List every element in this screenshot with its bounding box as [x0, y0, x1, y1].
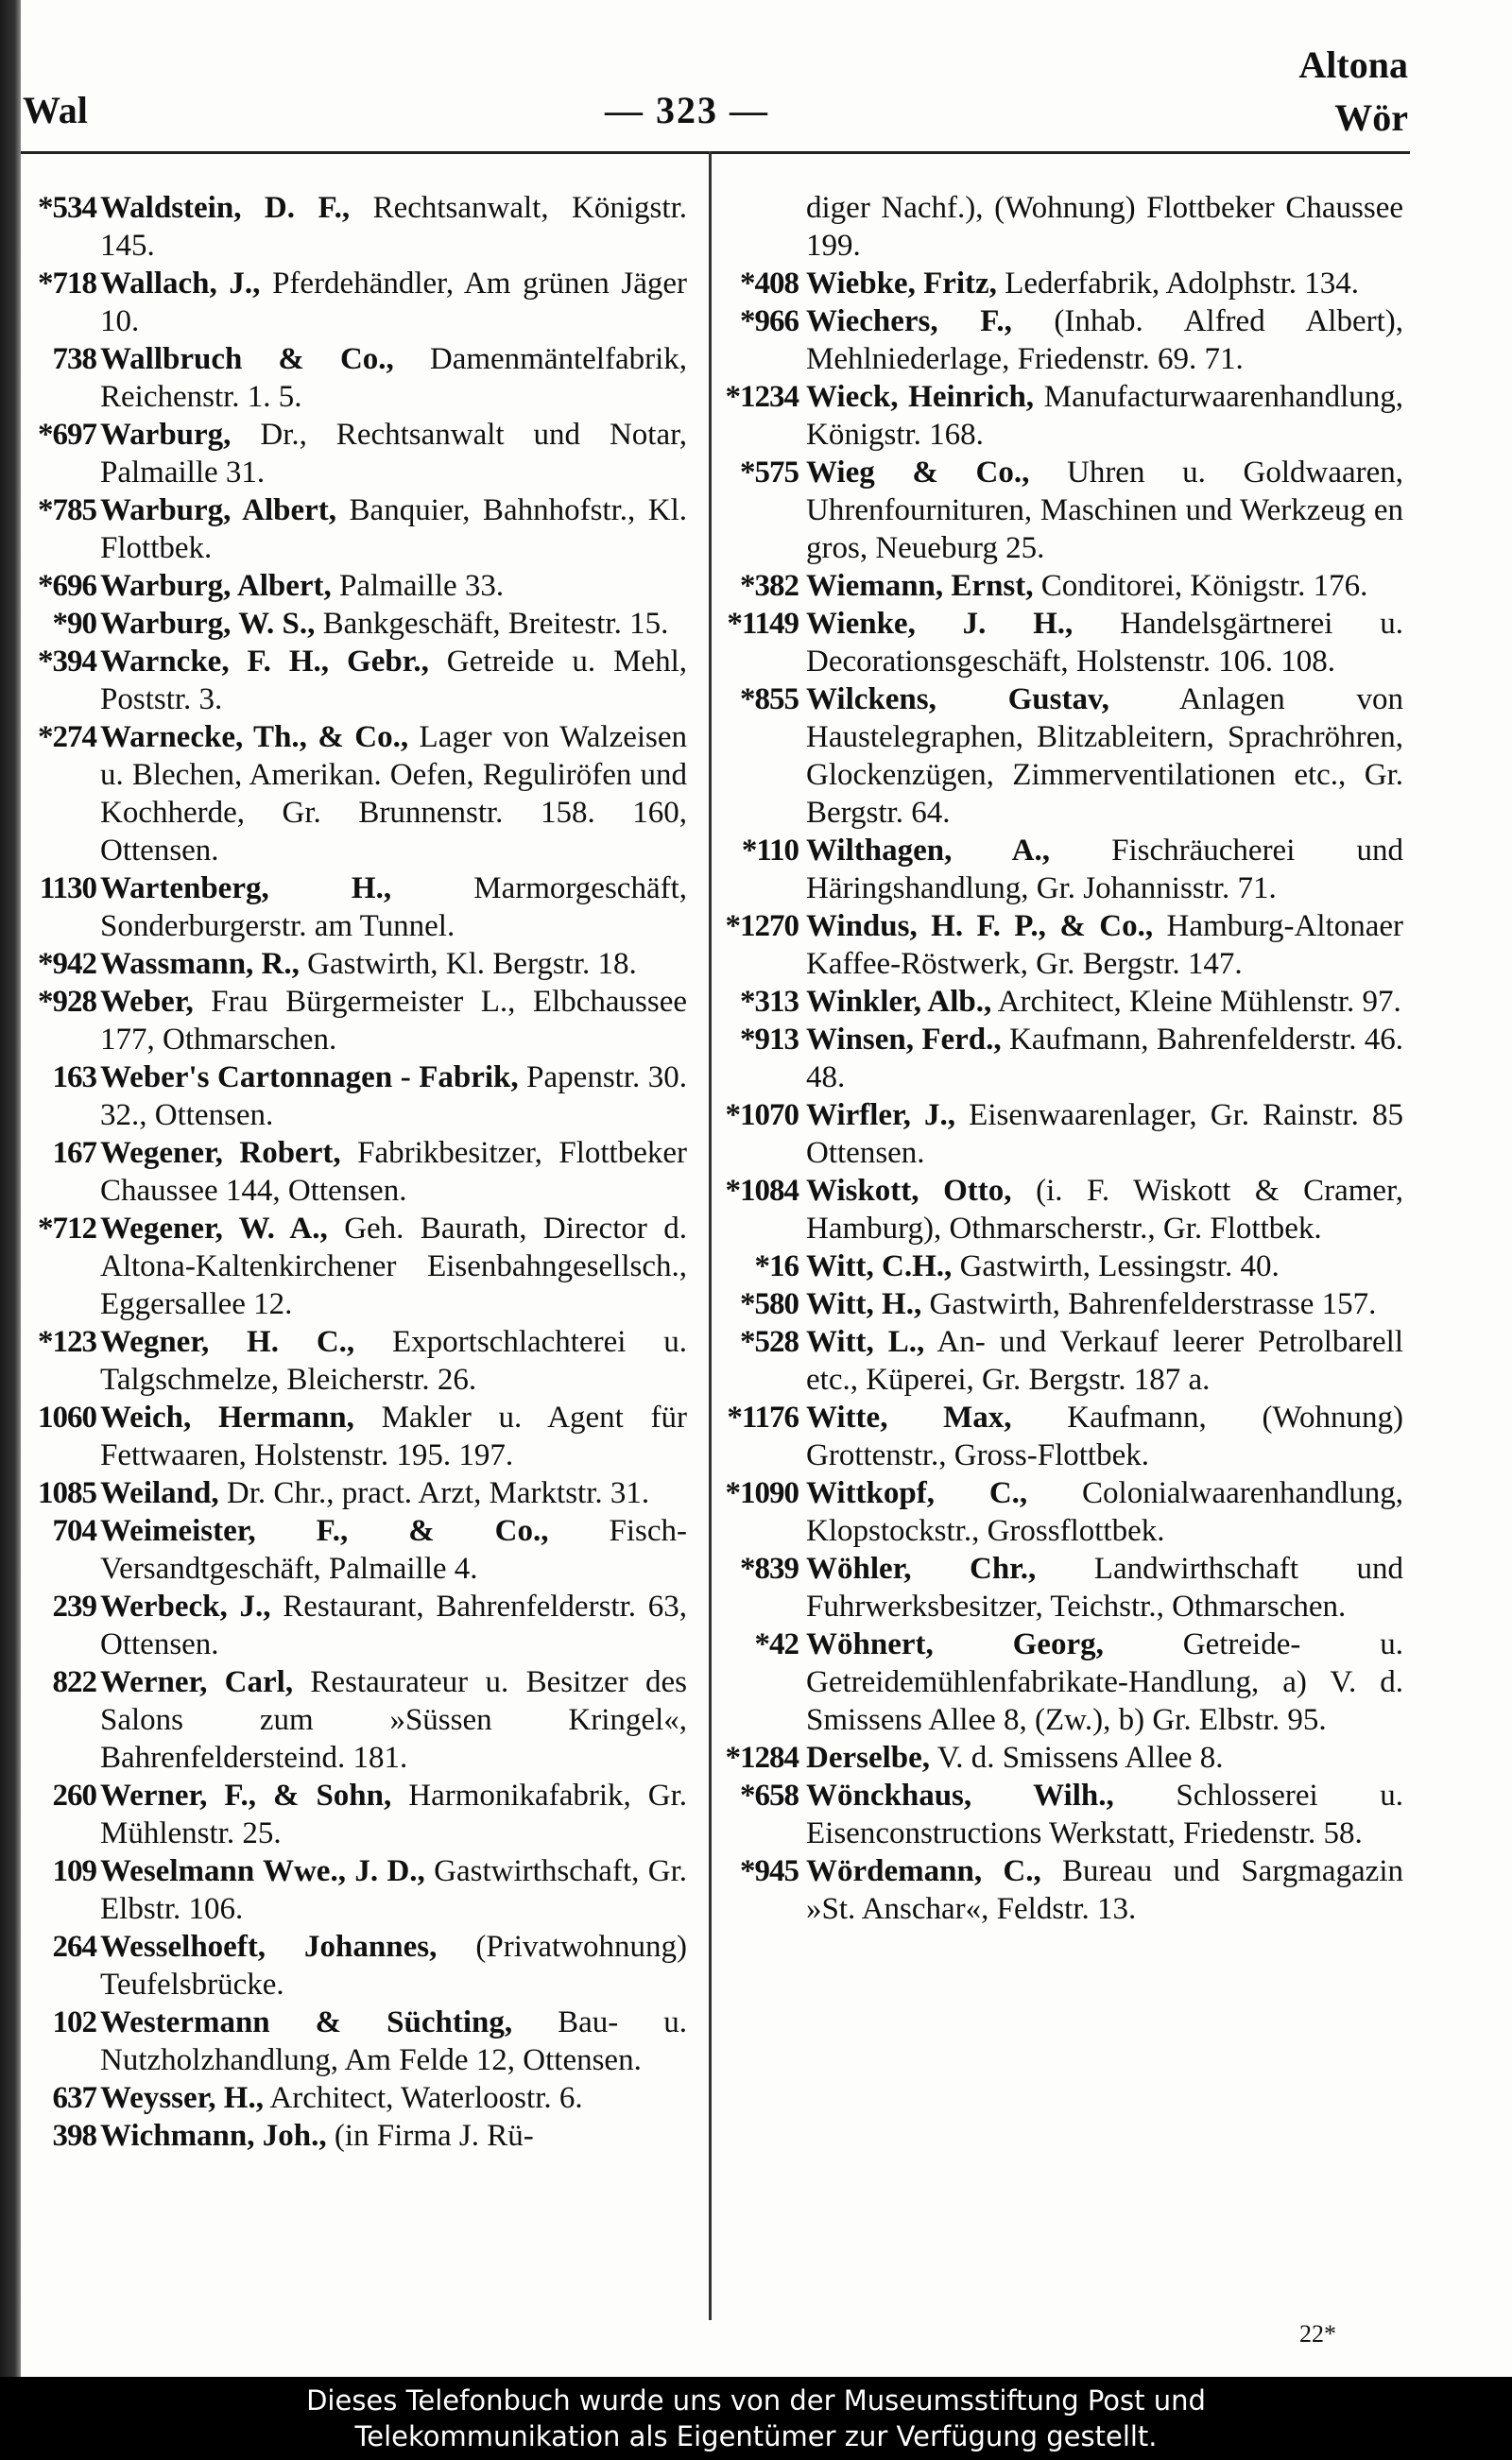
subscriber-name: Weimeister, F., & Co.,	[100, 1514, 549, 1548]
directory-entry	[713, 1626, 1403, 1739]
phone-number: *718	[38, 267, 96, 301]
subscriber-name: Weiland,	[100, 1476, 219, 1510]
entry-details: Dr. Chr., pract. Arzt, Marktstr. 31.	[226, 1476, 650, 1510]
entry-body	[100, 2117, 687, 2155]
entry-details: Lager von Walzeisen u. Blechen, Amerikan. Oefen, Reguliröfen und Kochherde, Gr. Brunnenstr. 158. 160, Ottensen.	[100, 720, 688, 868]
subscriber-name: Weich, Hermann,	[100, 1401, 354, 1435]
entry-body	[100, 718, 687, 869]
directory-entry	[713, 1852, 1403, 1928]
subscriber-name: Wesselhoeft, Johannes,	[100, 1930, 438, 1964]
directory-entry	[713, 1777, 1403, 1852]
entry-body	[100, 1474, 687, 1512]
entry-body	[806, 1739, 1403, 1777]
phone-number: *1084	[725, 1174, 799, 1208]
entry-details: Marmorgeschäft, Sonderburgerstr. am Tunnel.	[100, 871, 687, 943]
phone-number: *575	[740, 456, 799, 490]
entry-details: Architect, Waterloostr. 6.	[269, 2081, 583, 2115]
sheet-signature: 22*	[1299, 2320, 1336, 2348]
entry-details: Gastwirth, Kl. Bergstr. 18.	[307, 947, 637, 981]
entry-details: Dr., Rechtsanwalt und Notar, Palmaille 31.	[100, 418, 688, 490]
entry-details: (Inhab. Alfred Albert), Mehlniederlage, Friedenstr. 69. 71.	[806, 304, 1404, 376]
subscriber-name: Winkler, Alb.,	[806, 985, 992, 1019]
directory-entry	[713, 1399, 1403, 1474]
phone-number: 738	[52, 342, 96, 376]
entry-body	[100, 340, 687, 416]
phone-number: *580	[740, 1287, 799, 1321]
phone-number: *42	[754, 1627, 799, 1661]
directory-entry	[21, 1134, 687, 1210]
phone-number: 260	[52, 1779, 96, 1813]
phone-number: 264	[52, 1930, 96, 1964]
phone-number: 704	[52, 1514, 96, 1548]
entry-details: Conditorei, Königstr. 176.	[1040, 569, 1368, 603]
subscriber-name: Wassmann, R.,	[100, 947, 300, 981]
entry-details: Restaurant, Bahrenfelderstr. 63, Ottensen.	[100, 1590, 687, 1661]
book-binding-edge	[0, 0, 21, 2382]
subscriber-name: Wiechers, F.,	[806, 304, 1012, 338]
phone-number: *382	[740, 569, 799, 603]
entry-body	[806, 1247, 1403, 1285]
directory-entry	[713, 454, 1403, 567]
subscriber-name: Westermann & Süchting,	[100, 2005, 513, 2039]
entry-body	[806, 1096, 1403, 1172]
entry-body	[100, 2004, 687, 2079]
entry-details: diger Nachf.), (Wohnung) Flottbeker Chaussee 199.	[806, 191, 1403, 263]
page-number: — 323 —	[605, 89, 769, 131]
subscriber-name: Wittkopf, C.,	[806, 1476, 1028, 1510]
entry-body	[806, 1399, 1403, 1474]
phone-number: 822	[52, 1665, 96, 1699]
entry-details: (i. F. Wiskott & Cramer, Hamburg), Othmarscherstr., Gr. Flottbek.	[806, 1174, 1403, 1246]
entry-details: Papenstr. 30. 32., Ottensen.	[100, 1060, 688, 1132]
phone-number: *942	[38, 947, 96, 981]
directory-entry	[713, 605, 1403, 680]
phone-number: *913	[740, 1023, 799, 1057]
entry-details: Rechtsanwalt, Königstr. 145.	[100, 191, 687, 263]
entry-body	[806, 1550, 1403, 1626]
entry-details: (Privatwohnung) Teufelsbrücke.	[100, 1930, 687, 2002]
subscriber-name: Winsen, Ferd.,	[806, 1023, 1002, 1057]
entry-body	[100, 983, 687, 1058]
directory-entry	[21, 1399, 687, 1474]
entry-body	[806, 1852, 1403, 1928]
entry-details: Pferdehändler, Am grünen Jäger 10.	[100, 267, 687, 338]
header-city: Altona	[1298, 43, 1408, 86]
entry-details: (in Firma J. Rü-	[334, 2119, 534, 2153]
directory-entry	[713, 832, 1403, 907]
directory-entry	[713, 680, 1403, 832]
entry-body	[806, 454, 1403, 567]
entry-details: Anlagen von Haustelegraphen, Blitzableitern, Sprachröhren, Glockenzügen, Zimmerventilationen etc., Gr. Bergstr. 64.	[806, 682, 1403, 830]
subscriber-name: Weber's Cartonnagen - Fabrik,	[100, 1060, 519, 1094]
entry-body	[100, 1928, 687, 2004]
directory-entry	[713, 907, 1403, 983]
entry-body	[806, 832, 1403, 907]
entry-details: V. d. Smissens Allee 8.	[936, 1741, 1224, 1775]
directory-entry	[713, 1285, 1403, 1323]
entry-details: Frau Bürgermeister L., Elbchaussee 177, Othmarschen.	[100, 985, 687, 1057]
directory-entry	[21, 1588, 687, 1663]
directory-entry	[21, 2004, 687, 2079]
directory-entry	[21, 983, 687, 1058]
entry-details: Palmaille 33.	[339, 569, 505, 603]
phone-number: *1176	[727, 1401, 799, 1435]
column-divider	[709, 151, 712, 2320]
subscriber-name: Wartenberg, H.,	[100, 871, 392, 905]
subscriber-name: Witt, H.,	[806, 1287, 922, 1321]
subscriber-name: Werner, F., & Sohn,	[100, 1779, 392, 1813]
phone-number: *1270	[725, 909, 799, 943]
entry-details: Colonialwaarenhandlung, Klopstockstr., Grossflottbek.	[806, 1476, 1404, 1548]
subscriber-name: Witt, L.,	[806, 1325, 925, 1359]
entry-details: Geh. Baurath, Director d. Altona-Kaltenkirchener Eisenbahngesellsch., Eggersallee 12.	[100, 1212, 688, 1321]
page-header	[9, 43, 1408, 146]
directory-entry	[713, 265, 1403, 302]
entry-body	[100, 869, 687, 945]
entry-body	[100, 2079, 687, 2117]
entry-body	[806, 302, 1403, 378]
entry-body	[100, 1512, 687, 1588]
phone-number: *123	[38, 1325, 96, 1359]
phone-number: 167	[52, 1136, 96, 1170]
entry-details: Fischräucherei und Häringshandlung, Gr. Johannisstr. 71.	[806, 834, 1404, 905]
phone-number: 109	[52, 1854, 96, 1888]
left-column	[21, 189, 687, 2155]
entry-details: An- und Verkauf leerer Petrolbarell etc., Küperei, Gr. Bergstr. 187 a.	[806, 1325, 1403, 1397]
subscriber-name: Wichmann, Joh.,	[100, 2119, 327, 2153]
phone-number: *1070	[725, 1098, 799, 1132]
entry-body	[100, 491, 687, 567]
directory-entry	[713, 189, 1403, 265]
directory-entry	[21, 605, 687, 643]
directory-entry	[713, 1474, 1403, 1550]
entry-details: Gastwirth, Lessingstr. 40.	[959, 1249, 1280, 1283]
phone-number: *855	[740, 682, 799, 716]
phone-number: *697	[38, 418, 96, 452]
phone-number: *966	[740, 304, 799, 338]
entry-body	[806, 680, 1403, 832]
directory-entry	[713, 1247, 1403, 1285]
subscriber-name: Wönckhaus, Wilh.,	[806, 1779, 1114, 1813]
phone-number: 1060	[38, 1401, 96, 1435]
entry-details: Architect, Kleine Mühlenstr. 97.	[997, 985, 1401, 1019]
directory-entry	[713, 1323, 1403, 1399]
phone-number: 102	[52, 2005, 96, 2039]
directory-entry	[21, 265, 687, 340]
directory-entry	[21, 2117, 687, 2155]
subscriber-name: Weysser, H.,	[100, 2081, 264, 2115]
phone-number: *313	[740, 985, 799, 1019]
phone-number: *16	[754, 1249, 799, 1283]
entry-body	[806, 1474, 1403, 1550]
directory-entry	[713, 1096, 1403, 1172]
phone-number: *1284	[725, 1741, 799, 1775]
phone-number: *785	[38, 493, 96, 527]
directory-entry	[21, 2079, 687, 2117]
entry-details: Gastwirth, Bahrenfelderstrasse 157.	[929, 1287, 1377, 1321]
directory-entry	[21, 1928, 687, 2004]
entry-details: Harmonikafabrik, Gr. Mühlenstr. 25.	[100, 1779, 687, 1850]
subscriber-name: Wegner, H. C.,	[100, 1325, 355, 1359]
entry-body	[806, 907, 1403, 983]
subscriber-name: Wilckens, Gustav,	[806, 682, 1109, 716]
entry-body	[100, 945, 687, 983]
subscriber-name: Wallach, J.,	[100, 267, 261, 301]
directory-entry	[713, 1739, 1403, 1777]
subscriber-name: Werbeck, J.,	[100, 1590, 271, 1624]
footer-line-1: Dieses Telefonbuch wurde uns von der Museumsstiftung Post und	[306, 2384, 1206, 2417]
entry-details: Fabrikbesitzer, Flottbeker Chaussee 144, Ottensen.	[100, 1136, 687, 1208]
phone-number: 1085	[38, 1476, 96, 1510]
subscriber-name: Waldstein, D. F.,	[100, 191, 351, 225]
phone-number: *528	[740, 1325, 799, 1359]
subscriber-name: Wiskott, Otto,	[806, 1174, 1012, 1208]
directory-entry	[21, 491, 687, 567]
subscriber-name: Wördemann, C.,	[806, 1854, 1041, 1888]
subscriber-name: Wöhler, Chr.,	[806, 1552, 1037, 1586]
entry-body	[100, 1323, 687, 1399]
header-rule	[21, 151, 1410, 154]
phone-number: *945	[740, 1854, 799, 1888]
phone-number: *1149	[727, 607, 799, 641]
subscriber-name: Windus, H. F. P., & Co.,	[806, 909, 1154, 943]
entry-body	[806, 189, 1403, 265]
subscriber-name: Wieck, Heinrich,	[806, 380, 1035, 414]
directory-entry	[21, 1323, 687, 1399]
entry-body	[100, 1399, 687, 1474]
subscriber-name: Weselmann Wwe., J. D.,	[100, 1854, 425, 1888]
directory-entry	[21, 567, 687, 605]
subscriber-name: Wirfler, J.,	[806, 1098, 956, 1132]
entry-body	[100, 416, 687, 491]
entry-details: Schlosserei u. Eisenconstructions Werkstatt, Friedenstr. 58.	[806, 1779, 1403, 1850]
subscriber-name: Wienke, J. H.,	[806, 607, 1074, 641]
subscriber-name: Weber,	[100, 985, 194, 1019]
entry-details: Bau- u. Nutzholzhandlung, Am Felde 12, Ottensen.	[100, 2005, 688, 2077]
entry-body	[100, 1663, 687, 1777]
directory-entry	[713, 1550, 1403, 1626]
entry-details: Uhren u. Goldwaaren, Uhrenfournituren, Maschinen und Werkzeug en gros, Neueburg 25.	[806, 456, 1404, 565]
entry-details: Fisch-Versandtgeschäft, Palmaille 4.	[100, 1514, 687, 1586]
directory-entry	[21, 1777, 687, 1852]
phone-number: *534	[38, 191, 96, 225]
entry-body	[806, 1172, 1403, 1247]
entry-details: Kaufmann, (Wohnung) Grottenstr., Gross-Flottbek.	[806, 1401, 1403, 1472]
phone-number: *274	[38, 720, 96, 754]
subscriber-name: Witte, Max,	[806, 1401, 1012, 1435]
entry-details: Bankgeschäft, Breitestr. 15.	[322, 607, 669, 641]
phone-number: 398	[52, 2119, 96, 2153]
directory-entry	[21, 1058, 687, 1134]
entry-body	[100, 1058, 687, 1134]
phone-number: 239	[52, 1590, 96, 1624]
header-left-keyword: Wal	[23, 89, 88, 131]
entry-details: Getreide- u. Getreidemühlenfabrikate-Handlung, a) V. d. Smissens Allee 8, (Zw.), b) Gr. Elbstr. 95.	[806, 1627, 1404, 1737]
phone-number: *928	[38, 985, 96, 1019]
entry-body	[806, 1021, 1403, 1096]
subscriber-name: Wallbruch & Co.,	[100, 342, 394, 376]
subscriber-name: Warburg, Albert,	[100, 569, 332, 603]
entry-body	[806, 1323, 1403, 1399]
subscriber-name: Witt, C.H.,	[806, 1249, 953, 1283]
entry-body	[806, 378, 1403, 454]
directory-entry	[21, 643, 687, 718]
entry-body	[100, 1588, 687, 1663]
subscriber-name: Werner, Carl,	[100, 1665, 294, 1699]
entry-body	[100, 1777, 687, 1852]
subscriber-name: Wilthagen, A.,	[806, 834, 1050, 868]
directory-entry	[21, 1663, 687, 1777]
directory-entry	[713, 378, 1403, 454]
phone-number: *90	[52, 607, 96, 641]
directory-entry	[713, 302, 1403, 378]
phone-number: 1130	[39, 871, 96, 905]
phone-number: *394	[38, 645, 96, 679]
subscriber-name: Warburg, W. S.,	[100, 607, 316, 641]
entry-body	[100, 1210, 687, 1323]
entry-body	[806, 605, 1403, 680]
entry-body	[806, 1777, 1403, 1852]
phone-number: *408	[740, 267, 799, 301]
phone-number: *1234	[725, 380, 799, 414]
subscriber-name: Derselbe,	[806, 1741, 931, 1775]
subscriber-name: Wieg & Co.,	[806, 456, 1030, 490]
entry-body	[100, 643, 687, 718]
subscriber-name: Warncke, F. H., Gebr.,	[100, 645, 429, 679]
entry-details: Makler u. Agent für Fettwaaren, Holstenstr. 195. 197.	[100, 1401, 688, 1472]
entry-details: Getreide u. Mehl, Poststr. 3.	[100, 645, 687, 716]
entry-details: Damenmäntelfabrik, Reichenstr. 1. 5.	[100, 342, 687, 414]
directory-entry	[21, 1474, 687, 1512]
subscriber-name: Wöhnert, Georg,	[806, 1627, 1104, 1661]
subscriber-name: Warnecke, Th., & Co.,	[100, 720, 409, 754]
entry-body	[806, 1285, 1403, 1323]
header-right-keyword: Wör	[1334, 96, 1408, 139]
entry-details: Gastwirthschaft, Gr. Elbstr. 106.	[100, 1854, 687, 1926]
subscriber-name: Wiemann, Ernst,	[806, 569, 1034, 603]
directory-entry	[21, 340, 687, 416]
directory-entry	[21, 189, 687, 265]
phone-number: 637	[52, 2081, 96, 2115]
directory-entry	[713, 567, 1403, 605]
entry-body	[806, 265, 1403, 302]
entry-details: Landwirthschaft und Fuhrwerksbesitzer, Teichstr., Othmarschen.	[806, 1552, 1404, 1624]
entry-details: Lederfabrik, Adolphstr. 134.	[1005, 267, 1360, 301]
phone-number: *110	[741, 834, 799, 868]
directory-entry	[713, 983, 1403, 1021]
footer-line-2: Telekommunikation als Eigentümer zur Verfügung gestellt.	[354, 2420, 1158, 2452]
directory-entry	[713, 1021, 1403, 1096]
entry-details: Eisenwaarenlager, Gr. Rainstr. 85 Ottensen.	[806, 1098, 1403, 1170]
phone-number: *712	[38, 1212, 96, 1246]
phone-number: *658	[740, 1779, 799, 1813]
entry-body	[100, 605, 687, 643]
entry-body	[806, 567, 1403, 605]
entry-details: Hamburg-Altonaer Kaffee-Röstwerk, Gr. Bergstr. 147.	[806, 909, 1403, 981]
entry-details: Restaurateur u. Besitzer des Salons zum »Süssen Kringel«, Bahrenfeldersteind. 181.	[100, 1665, 687, 1775]
subscriber-name: Warburg,	[100, 418, 232, 452]
entry-details: Handelsgärtnerei u. Decorationsgeschäft, Holstenstr. 106. 108.	[806, 607, 1403, 679]
phone-number: *696	[38, 569, 96, 603]
entry-body	[806, 1626, 1403, 1739]
directory-entry	[21, 718, 687, 869]
entry-details: Bureau und Sargmagazin »St. Anschar«, Feldstr. 13.	[806, 1854, 1403, 1926]
subscriber-name: Warburg, Albert,	[100, 493, 337, 527]
subscriber-name: Wegener, Robert,	[100, 1136, 341, 1170]
phone-number: 163	[52, 1060, 96, 1094]
directory-entry	[21, 945, 687, 983]
subscriber-name: Wiebke, Fritz,	[806, 267, 997, 301]
directory-entry	[21, 416, 687, 491]
entry-details: Banquier, Bahnhofstr., Kl. Flottbek.	[100, 493, 688, 565]
entry-body	[100, 265, 687, 340]
subscriber-name: Wegener, W. A.,	[100, 1212, 328, 1246]
entry-body	[100, 189, 687, 265]
entry-details: Kaufmann, Bahrenfelderstr. 46. 48.	[806, 1023, 1404, 1094]
phone-number: *839	[740, 1552, 799, 1586]
directory-entry	[713, 1172, 1403, 1247]
directory-entry	[21, 869, 687, 945]
entry-details: Manufacturwaarenhandlung, Königstr. 168.	[806, 380, 1404, 452]
footer-notice	[0, 2377, 1512, 2460]
entry-details: Exportschlachterei u. Talgschmelze, Bleicherstr. 26.	[100, 1325, 688, 1397]
entry-body	[100, 567, 687, 605]
entry-body	[100, 1852, 687, 1928]
entry-body	[100, 1134, 687, 1210]
right-column	[713, 189, 1403, 1928]
directory-entry	[21, 1512, 687, 1588]
directory-entry	[21, 1210, 687, 1323]
phone-number: *1090	[725, 1476, 799, 1510]
entry-body	[806, 983, 1403, 1021]
directory-entry	[21, 1852, 687, 1928]
